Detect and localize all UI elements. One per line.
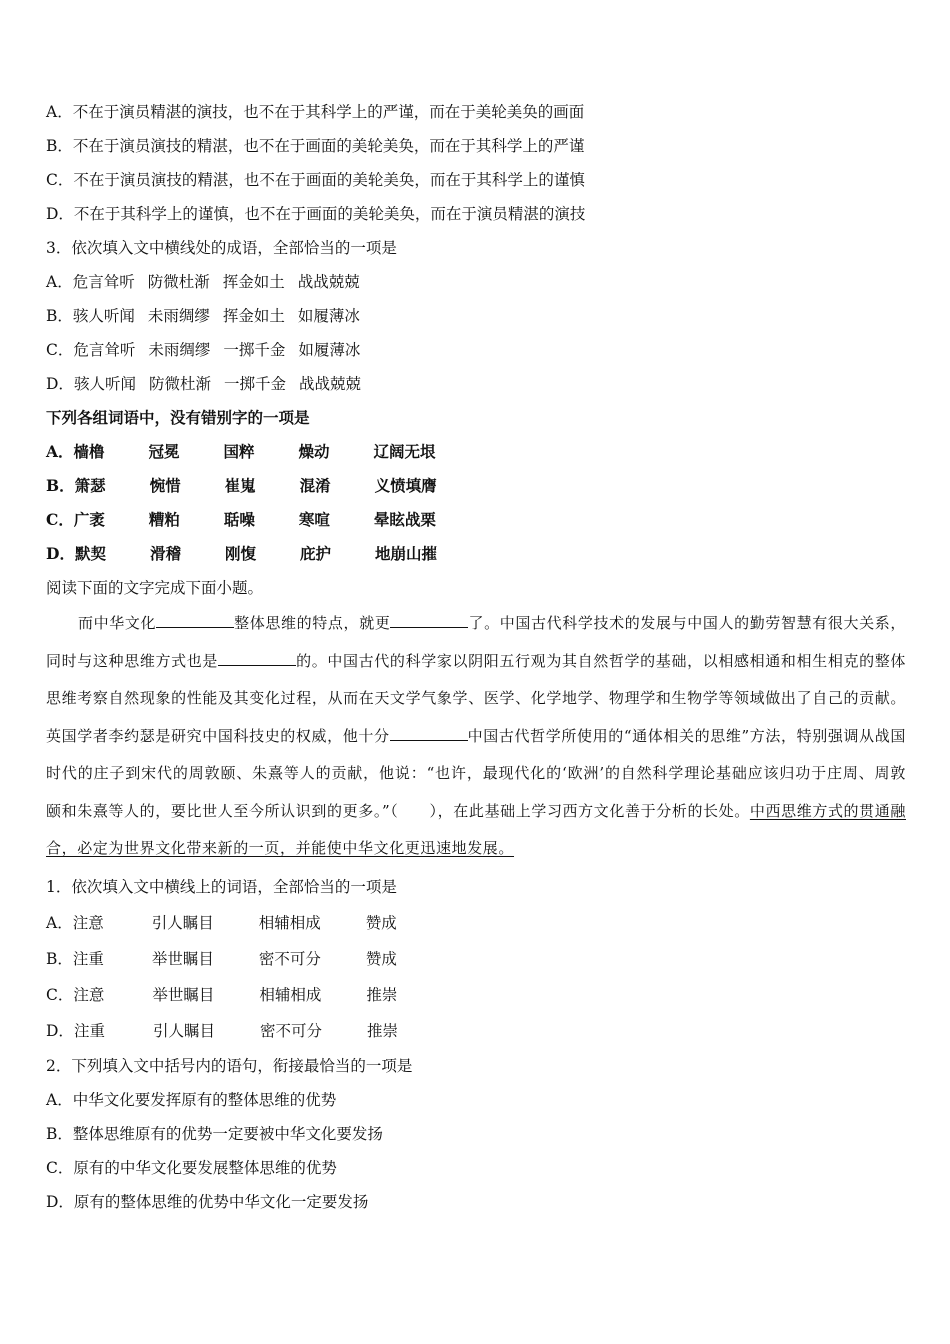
- option-item: 如履薄冰: [298, 341, 361, 359]
- option-c: [46, 503, 906, 537]
- option-label: B．: [46, 949, 73, 968]
- option-item: 糟粕: [148, 510, 180, 529]
- option-item: 未雨绸缪: [147, 307, 210, 325]
- option-item: 刚愎: [224, 544, 256, 563]
- option-item: 相辅相成: [259, 985, 322, 1004]
- option-c: [46, 977, 906, 1013]
- option-item: 惋惜: [149, 476, 181, 495]
- question-1: [46, 870, 906, 1049]
- question-stem: 1．依次填入文中横线上的词语，全部恰当的一项是: [46, 877, 397, 896]
- option-item: 默契: [74, 544, 106, 563]
- option-item: 推崇: [366, 985, 398, 1004]
- option-d: [46, 537, 906, 571]
- option-item: 聒噪: [223, 510, 255, 529]
- option-b: B．整体思维原有的优势一定要被中华文化要发扬: [46, 1124, 383, 1143]
- passage-text: 中国古代哲学所使用的“通体相关的思维”方法，特别强调从战国时代的庄子到宋代的周敦颐、朱熹等人的贡献，他说：“也许，最现代化的‘欧洲’的自然科学理论基础应该归功于庄周、周敦颐和朱熹等人的，要比世人至今所认识到的更多。”（ ），在此基础上学习西方文化善于分析的长处。: [46, 726, 906, 820]
- option-b: B．不在于演员演技的精湛，也不在于画面的美轮美奂，而在于其科学上的严谨: [46, 137, 585, 155]
- option-item: 危言耸听: [72, 273, 135, 291]
- question-stem: 3．依次填入文中横线处的成语，全部恰当的一项是: [46, 239, 397, 257]
- option-item: 挥金如土: [222, 307, 285, 325]
- option-item: 燥动: [298, 442, 330, 461]
- option-item: 密不可分: [259, 1021, 322, 1040]
- option-item: 晕眩战栗: [373, 510, 436, 529]
- question-stem: 下列各组词语中，没有错别字的一项是: [46, 408, 310, 427]
- question-3: [46, 231, 906, 401]
- option-a: [46, 905, 906, 941]
- question-2: [46, 1049, 906, 1219]
- passage-text: 了。中国古代科学技术的发展与中国人的勤劳智慧有很大关系，同时与这种思维方式也是: [46, 614, 906, 670]
- option-item: 防微杜渐: [147, 273, 210, 291]
- option-item: 义愤填膺: [374, 476, 437, 495]
- option-d: [46, 1013, 906, 1049]
- option-label: C．: [46, 985, 74, 1004]
- option-item: 如履薄冰: [297, 307, 360, 325]
- underlined-sentence: 中西思维方式的贯通融合，必定为世界文化带来新的一页，并能使中华文化更迅速地发展。: [46, 801, 906, 857]
- option-item: 注重: [73, 1021, 105, 1040]
- option-item: 注意: [72, 913, 104, 932]
- option-label: B．: [46, 307, 73, 325]
- option-a: [46, 265, 906, 299]
- option-item: 冠冕: [148, 442, 180, 461]
- option-label: D．: [46, 375, 74, 393]
- prev-question-options: [46, 95, 906, 231]
- reading-passage: [46, 605, 906, 868]
- fill-blank-3: [218, 651, 296, 666]
- option-item: 防微杜渐: [148, 375, 211, 393]
- option-item: 辽阔无垠: [373, 442, 436, 461]
- option-c: C．原有的中华文化要发展整体思维的优势: [46, 1158, 337, 1177]
- option-c: C．不在于演员演技的精湛，也不在于画面的美轮美奂，而在于其科学上的谨慎: [46, 171, 585, 189]
- option-d: D．不在于其科学上的谨慎，也不在于画面的美轮美奂，而在于演员精湛的演技: [46, 205, 586, 223]
- option-label: A．: [46, 273, 73, 291]
- option-item: 樯橹: [73, 442, 105, 461]
- option-item: 赞成: [365, 949, 397, 968]
- option-item: 未雨绸缪: [148, 341, 211, 359]
- option-item: 骇人听闻: [73, 375, 136, 393]
- passage-text: 的。中国古代的科学家以阴阳五行观为其自然哲学的基础，以相感相通和相生相克的整体思维考察自然现象的性能及其变化过程，从而在天文学气象学、医学、化学地学、物理学和生物学等领域做出了自己的贡献。英国学者李约瑟是研究中国科技史的权威，他十分: [46, 651, 906, 745]
- option-item: 举世瞩目: [152, 985, 215, 1004]
- option-a: A．中华文化要发挥原有的整体思维的优势: [46, 1090, 337, 1109]
- passage-text: 整体思维的特点，就更: [234, 614, 391, 632]
- option-item: 一掷千金: [223, 341, 286, 359]
- option-d: D．原有的整体思维的优势中华文化一定要发扬: [46, 1192, 369, 1211]
- option-item: 骇人听闻: [72, 307, 135, 325]
- exam-page: [46, 95, 906, 1219]
- option-b: [46, 299, 906, 333]
- option-item: 战战兢兢: [298, 375, 361, 393]
- passage-text: 而中华文化: [78, 614, 157, 632]
- option-a: A．不在于演员精湛的演技，也不在于其科学上的严谨，而在于美轮美奂的画面: [46, 103, 585, 121]
- option-item: 注重: [72, 949, 104, 968]
- reading-passage-section: [46, 571, 906, 868]
- option-item: 赞成: [365, 913, 397, 932]
- reading-instructions: 阅读下面的文字完成下面小题。: [46, 579, 264, 597]
- option-d: [46, 367, 906, 401]
- option-item: 密不可分: [258, 949, 321, 968]
- option-item: 地崩山摧: [374, 544, 437, 563]
- option-item: 广袤: [73, 510, 105, 529]
- option-label: A．: [46, 913, 73, 932]
- option-item: 举世瞩目: [151, 949, 214, 968]
- option-item: 寒喧: [298, 510, 330, 529]
- option-label: D．: [46, 1021, 74, 1040]
- option-item: 滑稽: [149, 544, 181, 563]
- option-item: 战战兢兢: [297, 273, 360, 291]
- question-typo: [46, 401, 906, 571]
- option-a: [46, 435, 906, 469]
- option-label: C．: [46, 510, 74, 529]
- option-label: B．: [46, 476, 75, 495]
- option-item: 危言耸听: [73, 341, 136, 359]
- option-item: 箫瑟: [74, 476, 106, 495]
- option-item: 引人瞩目: [152, 1021, 215, 1040]
- option-item: 推崇: [366, 1021, 398, 1040]
- option-b: [46, 941, 906, 977]
- option-item: 注意: [73, 985, 105, 1004]
- option-item: 混淆: [299, 476, 331, 495]
- option-b: [46, 469, 906, 503]
- option-item: 引人瞩目: [151, 913, 214, 932]
- option-item: 相辅相成: [258, 913, 321, 932]
- fill-blank-2: [390, 613, 468, 628]
- option-label: A．: [46, 442, 74, 461]
- option-item: 国粹: [223, 442, 255, 461]
- option-item: 一掷千金: [223, 375, 286, 393]
- option-label: C．: [46, 341, 74, 359]
- option-item: 挥金如土: [222, 273, 285, 291]
- fill-blank-1: [156, 613, 234, 628]
- question-stem: 2．下列填入文中括号内的语句，衔接最恰当的一项是: [46, 1056, 413, 1075]
- fill-blank-4: [390, 726, 468, 741]
- option-item: 崔嵬: [224, 476, 256, 495]
- option-item: 庇护: [299, 544, 331, 563]
- option-label: D．: [46, 544, 75, 563]
- option-c: [46, 333, 906, 367]
